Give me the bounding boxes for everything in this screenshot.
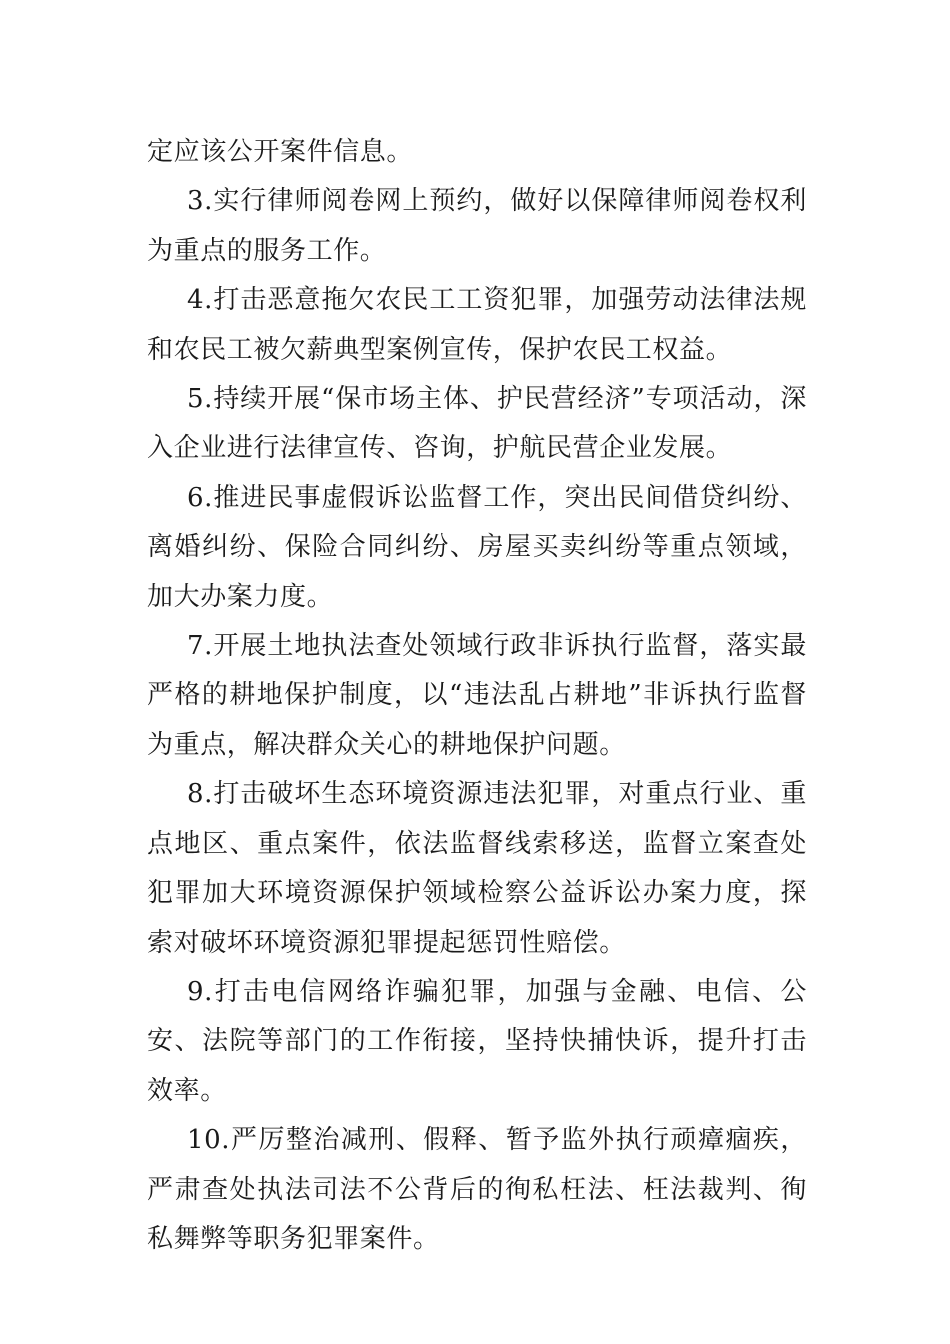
paragraph-item-9: 9.打击电信网络诈骗犯罪，加强与金融、电信、公安、法院等部门的工作衔接，坚持快捕快诉，提升打击效率。	[147, 976, 807, 1106]
paragraph-item-4: 4.打击恶意拖欠农民工工资犯罪，加强劳动法律法规和农民工被欠薪典型案例宣传，保护农民工权益。	[147, 285, 807, 365]
paragraph-item-8: 8.打击破坏生态环境资源违法犯罪，对重点行业、重点地区、重点案件，依法监督线索移送，监督立案查处犯罪加大环境资源保护领域检察公益诉讼办案力度，探索对破坏环境资源犯罪提起惩罚性赔偿。	[147, 779, 807, 958]
paragraph-item-3: 3.实行律师阅卷网上预约，做好以保障律师阅卷权利为重点的服务工作。	[147, 186, 807, 266]
paragraph-continuation: 定应该公开案件信息。	[147, 137, 414, 167]
paragraph-item-5: 5.持续开展“保市场主体、护民营经济”专项活动，深入企业进行法律宣传、咨询，护航民营企业发展。	[147, 384, 807, 464]
document-body	[147, 128, 807, 1264]
paragraph-item-7: 7.开展土地执法查处领域行政非诉执行监督，落实最严格的耕地保护制度，以“违法乱占耕地”非诉执行监督为重点，解决群众关心的耕地保护问题。	[147, 631, 807, 760]
paragraph-item-10: 10.严厉整治减刑、假释、暂予监外执行顽瘴痼疾，严肃查处执法司法不公背后的徇私枉法、枉法裁判、徇私舞弊等职务犯罪案件。	[147, 1125, 807, 1254]
paragraph-item-6: 6.推进民事虚假诉讼监督工作，突出民间借贷纠纷、离婚纠纷、保险合同纠纷、房屋买卖纠纷等重点领域，加大办案力度。	[147, 482, 807, 612]
